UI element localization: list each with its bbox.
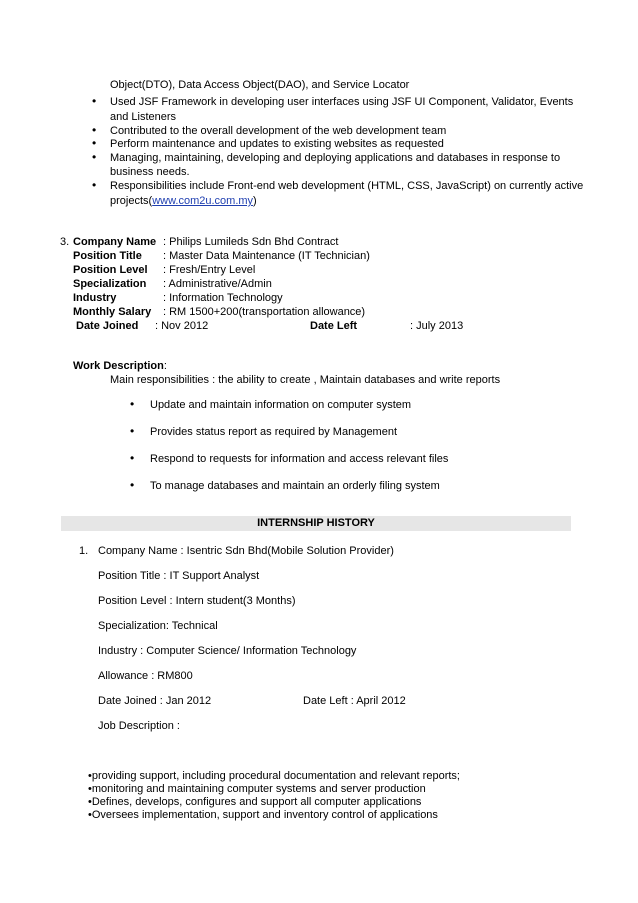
- bullet-line: Managing, maintaining, developing and deploying applications and databases in response to: [110, 152, 561, 164]
- projects-suffix: ): [253, 195, 257, 207]
- internship-duty: •providing support, including procedural documentation and relevant reports;: [88, 770, 460, 782]
- internship-number: 1.: [79, 545, 89, 557]
- field-label-industry: Industry: [73, 292, 117, 304]
- bullet-icon: •: [130, 478, 135, 492]
- date-joined-label: Date Joined: [76, 320, 139, 332]
- field-label-company: Company Name: [73, 236, 157, 248]
- bullet-line: Perform maintenance and updates to existing websites as requested: [110, 138, 444, 150]
- bullet-icon: •: [130, 451, 135, 465]
- bullet-icon: •: [92, 123, 97, 137]
- date-left-value: : July 2013: [410, 320, 464, 332]
- bullet-line: Responsibilities include Front-end web development (HTML, CSS, JavaScript) on currently active: [110, 180, 584, 192]
- bullet-line: and Listeners: [110, 111, 177, 123]
- field-label-position-level: Position Level: [73, 264, 148, 276]
- work-bullet: Respond to requests for information and access relevant files: [150, 453, 449, 465]
- work-bullet: To manage databases and maintain an orderly filing system: [150, 480, 440, 492]
- internship-industry: Industry : Computer Science/ Information Technology: [98, 645, 357, 657]
- date-left-label: Date Left: [310, 320, 358, 332]
- bullet-icon: •: [92, 178, 97, 192]
- projects-prefix: projects(: [110, 195, 153, 207]
- bullet-line: business needs.: [110, 166, 190, 178]
- bullet-icon: •: [92, 94, 97, 108]
- work-description-intro: Main responsibilities : the ability to create , Maintain databases and write reports: [110, 374, 501, 386]
- internship-heading: INTERNSHIP HISTORY: [257, 517, 375, 529]
- work-description-heading: [73, 360, 167, 373]
- bullet-icon: •: [130, 397, 135, 411]
- internship-job-description-label: Job Description :: [98, 720, 180, 732]
- internship-allowance: Allowance : RM800: [98, 670, 193, 682]
- internship-date-left: Date Left : April 2012: [303, 695, 406, 707]
- field-label-salary: Monthly Salary: [73, 306, 152, 318]
- work-description-label: Work Description: [73, 360, 164, 372]
- projects-line: [110, 195, 257, 208]
- bullet-line: Contributed to the overall development of the web development team: [110, 125, 447, 137]
- bullet-line: Used JSF Framework in developing user interfaces using JSF UI Component, Validator, Events: [110, 96, 574, 108]
- bullet-icon: •: [92, 136, 97, 150]
- field-value-industry: : Information Technology: [163, 292, 283, 304]
- field-label-position-title: Position Title: [73, 250, 142, 262]
- field-value-position-title: : Master Data Maintenance (IT Technician): [163, 250, 370, 262]
- internship-position-level: Position Level : Intern student(3 Months): [98, 595, 296, 607]
- field-value-specialization: : Administrative/Admin: [163, 278, 272, 290]
- bullet-icon: •: [92, 150, 97, 164]
- internship-section-banner: [61, 516, 571, 531]
- internship-duty: •Defines, develops, configures and support all computer applications: [88, 796, 422, 808]
- projects-link[interactable]: www.com2u.com.my: [152, 195, 254, 207]
- field-value-position-level: : Fresh/Entry Level: [163, 264, 256, 276]
- internship-date-joined: Date Joined : Jan 2012: [98, 695, 212, 707]
- internship-position-title: Position Title : IT Support Analyst: [98, 570, 260, 582]
- field-value-company: : Philips Lumileds Sdn Bhd Contract: [163, 236, 339, 248]
- continuation-line: Object(DTO), Data Access Object(DAO), and Service Locator: [110, 79, 410, 91]
- internship-specialization: Specialization: Technical: [98, 620, 218, 632]
- work-description-colon: :: [163, 360, 167, 372]
- job-number: 3.: [60, 236, 70, 248]
- work-bullet: Provides status report as required by Management: [150, 426, 398, 438]
- internship-company: Company Name : Isentric Sdn Bhd(Mobile Solution Provider): [98, 545, 394, 557]
- internship-duty: •Oversees implementation, support and inventory control of applications: [88, 809, 438, 821]
- field-label-specialization: Specialization: [73, 278, 147, 290]
- date-joined-value: : Nov 2012: [155, 320, 209, 332]
- bullet-icon: •: [130, 424, 135, 438]
- field-value-salary: : RM 1500+200(transportation allowance): [163, 306, 366, 318]
- internship-duty: •monitoring and maintaining computer systems and server production: [88, 783, 426, 795]
- work-bullet: Update and maintain information on computer system: [150, 399, 412, 411]
